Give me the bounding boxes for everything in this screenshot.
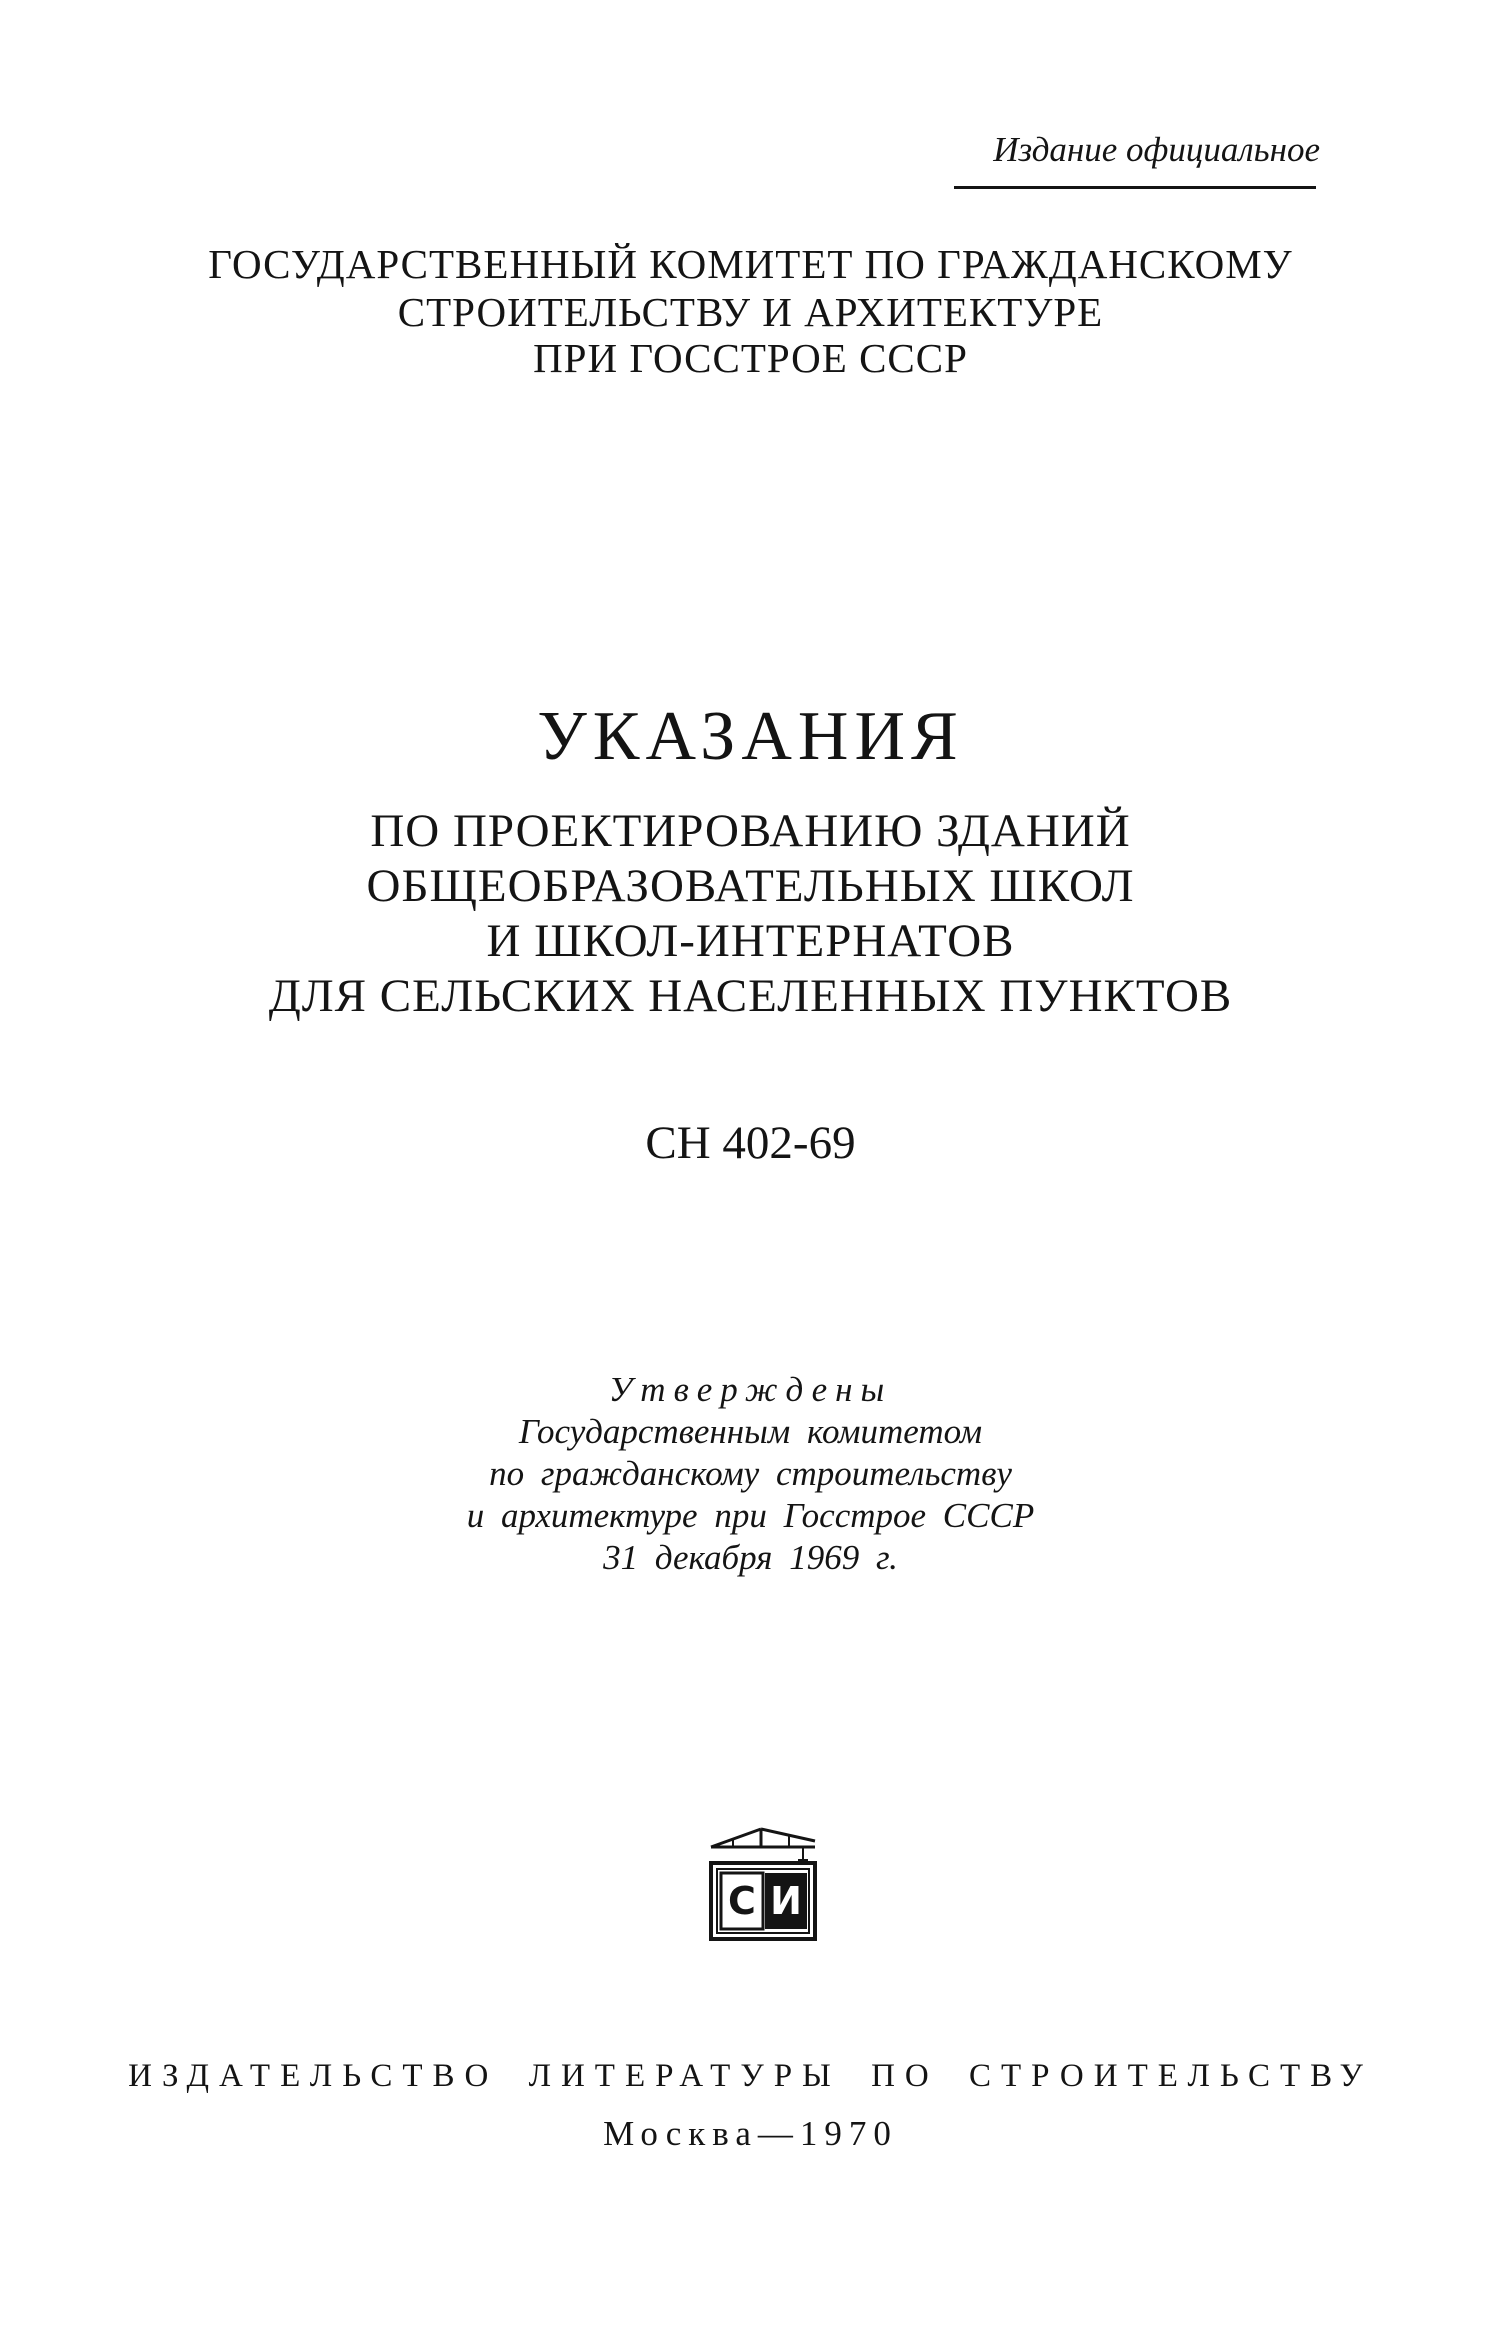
emblem-letter-s: С [728,1879,756,1923]
emblem-letter-i: И [770,1879,802,1923]
approval-line-2: Государственным комитетом [518,1412,983,1451]
subtitle-line-3: И ШКОЛ-ИНТЕРНАТОВ [486,915,1015,967]
official-edition-label: Издание официальное [993,130,1320,169]
subtitle-line-2: ОБЩЕОБРАЗОВАТЕЛЬНЫХ ШКОЛ [366,860,1135,912]
approval-line-4: и архитектуре при Госстрое СССР [466,1496,1035,1535]
subtitle-line-4: ДЛЯ СЕЛЬСКИХ НАСЕЛЕННЫХ ПУНКТОВ [268,970,1233,1022]
publisher-name: ИЗДАТЕЛЬСТВО ЛИТЕРАТУРЫ ПО СТРОИТЕЛЬСТВУ [128,2058,1373,2094]
committee-line-1: ГОСУДАРСТВЕННЫЙ КОМИТЕТ ПО ГРАЖДАНСКОМУ [208,241,1293,287]
publication-city-year: Москва—1970 [603,2114,898,2153]
approval-line-3: по гражданскому строительству [489,1454,1012,1493]
approval-line-5: 31 декабря 1969 г. [603,1538,898,1577]
approval-line-1: Утверждены [608,1370,893,1409]
committee-line-3: ПРИ ГОССТРОЕ СССР [533,335,968,381]
publisher-emblem-icon [703,1825,823,1945]
committee-line-2: СТРОИТЕЛЬСТВУ И АРХИТЕКТУРЕ [397,289,1104,335]
official-edition-underline [954,186,1316,189]
document-title: УКАЗАНИЯ [537,698,964,775]
subtitle-line-1: ПО ПРОЕКТИРОВАНИЮ ЗДАНИЙ [370,805,1131,857]
document-code: СН 402-69 [645,1117,856,1169]
